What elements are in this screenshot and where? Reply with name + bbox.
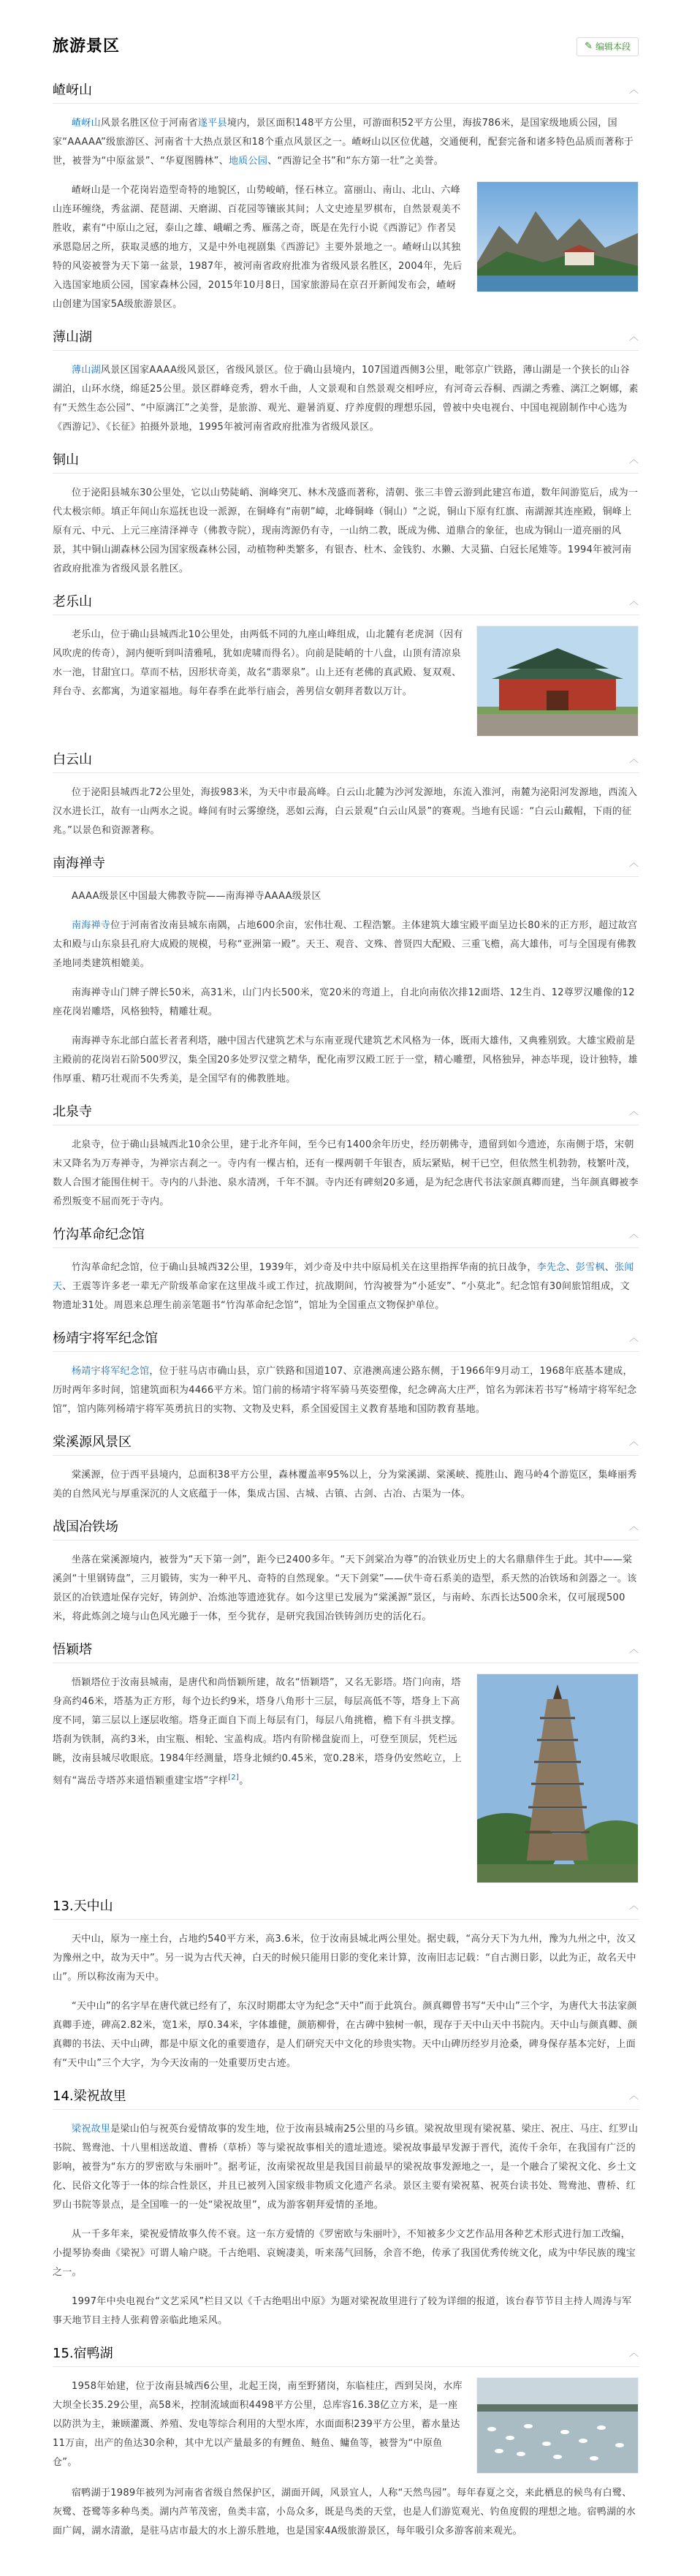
section-title: 老乐山 xyxy=(53,593,92,609)
section-header xyxy=(53,1514,639,1540)
section-wuyingta xyxy=(53,1637,639,1883)
section-title: 战国冶铁场 xyxy=(53,1519,118,1535)
paragraph xyxy=(53,1673,463,1790)
section-suyahu xyxy=(53,2341,639,2541)
text: 。 xyxy=(239,1775,249,1787)
paragraph: 北泉寺，位于确山县城西北10余公里，建于北齐年间，至今已有1400余年历史，经历朝佛寺，遗留到如今遗迹，东南侧于塔，宋朝末又降名为万寿禅寺，为禅宗古刹之一。寺内有一棵古柏，还有一棵两朝千年银杏，质坛紧贴，树干已空，但依然生机勃勃，枝繁叶茂，数人合围才能围住树干。寺内的八卦池、泉水清冽，千年不涸。寺内还有碑刻20多通，是为纪念唐代书法家颜真卿而建，当年颜真卿被李希烈叛变不屈而死于寺内。 xyxy=(53,1139,639,1207)
chevron-up-icon[interactable]: ︿ xyxy=(628,2090,639,2102)
section-header xyxy=(53,1637,639,1663)
chevron-up-icon[interactable]: ︿ xyxy=(628,1106,639,1117)
paragraph: 老乐山，位于确山县城西北10公里处，由两低不同的九座山峰组成，山北麓有老虎洞（因有风吹虎的传奇），洞内便听到叫清雅吼，犹如虎啸而得名）。向前是陡峭的十八盘，山顶有清凉泉水一池，甘甜宜口。草而不枯，因形状奇美，故名“翡翠泉”。山上还有老佛的真武殿、复双观、拜台寺、玄都寓，为道家福地。每年春季在此举行庙会，善男信女朝拜者数以万计。 xyxy=(53,629,463,697)
section-title: 棠溪源风景区 xyxy=(53,1434,132,1450)
text-with-image xyxy=(53,1673,639,1883)
text: ，位于驻马店市确山县，京广铁路和国道107、京港澳高速公路东侧，于1966年9月动工，1968年底基本建成，历时两年多时间，馆建筑面积为4466平方米。馆门前的杨靖宇将军骑马英姿塑像，纪念碑高大庄严，馆名为郭沫若书写“杨靖宇将军纪念馆”，馆内陈列杨靖宇将军英勇抗日的实物、文物及史料，系全国爱国主义教育基地和国防教育基地。 xyxy=(53,1366,637,1415)
section-header xyxy=(53,77,639,104)
text-with-image xyxy=(53,181,639,314)
chevron-up-icon[interactable]: ︿ xyxy=(628,1644,639,1655)
section-title: 15.宿鸭湖 xyxy=(53,2345,113,2361)
chevron-up-icon[interactable]: ︿ xyxy=(628,753,639,765)
chevron-up-icon[interactable]: ︿ xyxy=(628,1436,639,1448)
section-beiquansi xyxy=(53,1099,639,1212)
paragraph: AAAA级景区中国最大佛教寺院——南海禅寺AAAA级景区 xyxy=(72,891,322,902)
section-header xyxy=(53,589,639,615)
entry-link[interactable]: 嵖岈山 xyxy=(72,118,101,129)
chevron-up-icon[interactable]: ︿ xyxy=(628,1228,639,1240)
section-title: 悟颖塔 xyxy=(53,1641,92,1657)
paragraph: 位于泌阳县城东30公里处，它以山势陡峭、涧峰突兀、林木茂盛而著称，清朝、张三丰曾云游到此建宫布道，数年间游览后，成为一代太极宗师。填正年间山东巡抚也设一派源，在铜峰有“南朝”嶂，北峰铜峰（铜山）“之说，铜山下原有红旗、南湖源其连座殿，铜峰上原有元、中元、上元三座清泽禅寺（佛教寺院），现南湾源仍有寺，一山纳二教，既成为佛、道鼎合的象征，也成为铜山一道亮丽的风景，其中铜山湖森林公园为国家级森林公园，动植物种类繁多，有银杏、杜木、金钱豹、水獭、大灵猫、白冠长尾雉等。1994年被河南省政府批准为省级风景名胜区。 xyxy=(53,487,639,574)
paragraph: 1958年始建，位于汝南县城西6公里，北起王岗，南至野猪岗，东临桂庄，西到吴岗，水库大坝全长35.29公里，高58米，控制流域面积4498平方公里，总库容16.38亿立方米，是一座以防洪为主，兼顾灌溉、养殖、发电等综合利用的大型水库，水面面积239平方公里，蓄水量达11万亩，出产的鱼达30余种，其中尤以产量最多的有鲤鱼、鲢鱼、鳙鱼等，被誉为“中原鱼仓”。 xyxy=(53,2381,463,2468)
paragraph: 坐落在棠溪源境内，被誉为“天下第一剑”，距今已2400多年。“天下剑棠冶为尊”的冶铁业历史上的大名鼎鼎伴生于此。其中——棠溪剑“十里钢铸盘”，三月锻铸，实为一种平凡、奇特的自然现象。“天下剑棠”——伏牛奇石系美的造型，系天然的冶铁场和剑器之一。该景区的冶铁遗址保存完好，铸剑炉、冶炼池等遗迹犹存。如今这里已发展为“棠溪源”景区，与南岭、东西长达500余米，仅可展现500米，将此炼剑之境与山色风光融于一体，至今犹存，是研究我国冶铁铸剑历史的活化石。 xyxy=(53,1554,637,1622)
paragraph xyxy=(53,1362,639,1419)
entry-link[interactable]: 南海禅寺 xyxy=(72,920,111,931)
chevron-up-icon[interactable]: ︿ xyxy=(628,84,639,96)
page-title: 旅游景区 xyxy=(53,37,121,56)
section-header xyxy=(53,1222,639,1248)
entry-link[interactable]: 遂平县 xyxy=(197,118,227,129)
text: 、王震等许多老一辈无产阶级革命家在这里战斗或工作过，抗战期间，竹沟被誉为“小延安”、“小莫北”。纪念馆有30间旅馆组成，文物遗址31处。周恩来总理生前亲笔题书“竹沟革命纪念馆”，馆址为全国重点文物保护单位。 xyxy=(53,1281,631,1311)
paragraph: 位于泌阳县城西北72公里处，海拔983米，为天中市最高峰。白云山北麓为沙河发源地，东流入淮河，南麓为泌阳河发源地，西流入汉水进长江，故有一山两水之说。峰间有时云雾缭绕，恶如云海，白云景观“白云山风景”的赛观。当地有民谣：“白云山戴帽，下雨的征兆。”以景色和资源著称。 xyxy=(53,787,638,836)
entry-link[interactable]: 梁祝故里 xyxy=(72,2124,111,2135)
section-zhugou-memorial xyxy=(53,1222,639,1315)
suyahu-photo[interactable] xyxy=(476,2377,639,2474)
section-chayashan xyxy=(53,77,639,314)
section-title: 杨靖宇将军纪念馆 xyxy=(53,1330,158,1346)
section-title: 13.天中山 xyxy=(53,1898,113,1914)
section-title: 南海禅寺 xyxy=(53,855,105,871)
pencil-icon: ✎ xyxy=(585,41,593,52)
section-title: 竹沟革命纪念馆 xyxy=(53,1226,145,1242)
paragraph: “天中山”的名字早在唐代就已经有了，东汉时期郡太守为纪念“天中”而于此筑台。颜真卿曾书写“天中山”三个字，为唐代大书法家颜真卿手迹，碑高2.82米，宽1米，厚0.34米，字体雄健，颜筋柳骨，在古碑中独树一帜，现存于天中山天中书院内。天中山与颜真卿、颜真卿的书法、天中山碑，都是中原文化的重要遗存，是人们研究天中文化的珍贵实物。天中山碑历经岁月沧桑，碑身保存基本完好，上面有“天中山”三个大字，为今天汝南的一处重要历史古迹。 xyxy=(53,2001,638,2069)
paragraph xyxy=(53,361,639,437)
paragraph xyxy=(53,916,639,973)
section-tangxiyuan xyxy=(53,1429,639,1504)
section-title: 薄山湖 xyxy=(53,329,92,345)
paragraph: 从一千多年来，梁祝爱情故事久传不衰。这一东方爱情的《罗密欧与朱丽叶》，不知被多少文艺作品用各种艺术形式进行加工改编，小提琴协奏曲《梁祝》可谓人喻户晓。千古绝唱、哀婉凄美，听来荡气回肠，余音不绝，传承了我国优秀传统文化，成为中华民族的瑰宝之一。 xyxy=(53,2229,636,2278)
paragraph xyxy=(53,2120,639,2215)
paragraph: 嵖岈山是一个花岗岩造型奇特的地貌区，山势峻峭，怪石林立。富丽山、南山、北山、六峰山连环缠绕，秀盆湖、琵琶湖、天磨湖、百花园等镶嵌其间；人文史迹星罗棋布，自然景观美不胜收，素有“中原山之冠，泰山之雄、峨嵋之秀、雁荡之奇，既是在先行小说《西游记》作者吴承恩隐居之所，获取灵感的地方，又是中外电视剧集《西游记》主要外景地之一。嵖岈山以其独特的风姿被誉为天下第一盆景，1987年，被河南省政府批准为省级风景名胜区，2004年，先后入选国家地质公园，国家森林公园，2015年10月8日，国家旅游局在京召开新闻发布会，嵖岈山创建为国家5A级旅游景区。 xyxy=(53,185,463,310)
section-yangjingyu-memorial xyxy=(53,1326,639,1419)
entry-link[interactable]: 张闻天 xyxy=(53,1262,634,1292)
section-header xyxy=(53,747,639,773)
paragraph xyxy=(53,114,639,171)
paragraph: 南海禅寺山门牌子牌长50米，高31米，山门内长500米，宽20米的弯道上，自北向南依次排12面塔、12生肖、12尊罗汉雕像的12座花岗岩雕塔，风格独特，精雕壮观。 xyxy=(53,987,635,1017)
chevron-up-icon[interactable]: ︿ xyxy=(628,1332,639,1344)
chevron-up-icon[interactable]: ︿ xyxy=(628,2347,639,2359)
section-header xyxy=(53,851,639,877)
section-baiyunshan xyxy=(53,747,639,840)
text-with-image xyxy=(53,2377,639,2474)
section-laoleshan xyxy=(53,589,639,737)
section-header xyxy=(53,1099,639,1125)
entry-link[interactable]: 薄山湖 xyxy=(72,365,101,376)
edit-button-label: 编辑本段 xyxy=(595,42,631,52)
text: 风景名胜区位于河南省 xyxy=(100,118,198,129)
text: 、“西游记全书”和“东方第一壮”之美誉。 xyxy=(267,156,444,167)
section-title: 北泉寺 xyxy=(53,1103,92,1120)
chevron-up-icon[interactable]: ︿ xyxy=(628,1521,639,1532)
wuyingta-photo[interactable] xyxy=(476,1673,639,1883)
paragraph xyxy=(53,1258,639,1315)
section-header xyxy=(53,2341,639,2367)
text: 、 xyxy=(566,1262,576,1273)
chevron-up-icon[interactable]: ︿ xyxy=(628,857,639,869)
section-header xyxy=(53,324,639,351)
text: 竹沟革命纪念馆，位于确山县城西32公里，1939年，刘少奇及中共中原局机关在这里指挥华南的抗日战争， xyxy=(72,1262,537,1273)
reference-link[interactable]: [2] xyxy=(228,1774,240,1782)
section-header xyxy=(53,1326,639,1352)
entry-link[interactable]: 彭雪枫 xyxy=(575,1262,605,1273)
section-nanhaichansi xyxy=(53,851,639,1089)
section-tianzhongshan xyxy=(53,1893,639,2073)
section-header xyxy=(53,1429,639,1456)
text: 悟颖塔位于汝南县城南，是唐代和尚悟颖所建，故名“悟颖塔”，又名无影塔。塔门向南，塔身高约46米，塔基为正方形，每个边长约9米，塔身八角形十三层，每层高低不等，塔身上下高度不同，第三层以上逐层收缩。塔身正面自下而上每层有门，每层八角挑檐，檐下有斗拱支撑。塔刹为铁制，高约3米，由宝瓶、相轮、宝盖构成。塔内有阶梯盘旋而上，可登至顶层，凭栏远眺，汝南县城尽收眼底。1984年经测量，塔身北倾约0.45米，宽0.28米，塔身仍安然屹立，上刻有“嵩岳寺塔苏来道悟颖重建宝塔”字样 xyxy=(53,1677,463,1787)
section-header xyxy=(53,1893,639,1920)
text: 位于河南省汝南县城东南隅，占地600余亩，宏伟壮观、工程浩繁。主体建筑大雄宝殿平面呈边长80米的正方形，超过故宫太和殿与山东泉县孔府大成殿的规模，号称“亚洲第一殿”。天王、观音、文殊、普贤四大配殿、三重飞檐，高大雄伟，可与全国现有佛教圣地同类建筑相媲美。 xyxy=(53,920,638,969)
entry-link[interactable]: 李先念 xyxy=(536,1262,566,1273)
entry-link[interactable]: 杨靖宇将军纪念馆 xyxy=(72,1366,150,1377)
section-boshanhu xyxy=(53,324,639,437)
section-header xyxy=(53,2083,639,2110)
paragraph: 宿鸭湖于1989年被列为河南省省级自然保护区，湖面开阔，风景宜人，人称“天然鸟园”。每年春夏之交，来此栖息的候鸟有白鹭、灰鹭、苍鹭等多种鸟类。湖内芦苇茂密，鱼类丰富，小岛众多，既是鸟类的天堂，也是人们游览观光、钓鱼度假的理想之地。宿鸭湖的水面广阔，湖水清澈，是驻马店市最大的水上游乐胜地，也是国家4A级旅游景区，每年吸引众多游客前来观光。 xyxy=(53,2488,636,2537)
text: 境内，景区面积148平方公里，可游面积52平方公里，海拔786米，是国家级地质公园，国家“AAAAA”级旅游区、河南省十大热点景区和18个重点风景区之一。嵖岈山以区位优越，交通便利，配套完备和诸多特色品质而著称于世，被誉为“中原盆景”、“华夏图腾林”、 xyxy=(53,118,634,167)
section-title: 铜山 xyxy=(53,452,79,468)
section-liangzhu-hometown xyxy=(53,2083,639,2330)
entry-link[interactable]: 地质公园 xyxy=(228,156,268,167)
edit-section-button[interactable] xyxy=(577,37,639,56)
chevron-up-icon[interactable]: ︿ xyxy=(628,331,639,343)
section-tongshan xyxy=(53,447,639,579)
paragraph: 棠溪源，位于西平县境内，总面积38平方公里，森林覆盖率95%以上，分为棠溪湖、棠溪峡、揽胜山、跑马岭4个游览区，集峰丽秀美的自然风光与厚重深沉的人文底蕴于一体，集成古国、古城、古镇、古剑、古冶、古渠为一体。 xyxy=(53,1470,637,1500)
paragraph: 1997年中央电视台“文艺采风”栏目又以《千古绝唱出中原》为题对梁祝故里进行了较为详细的报道，该台春节节目主持人周涛与军事天地节目主持人张莉曾亲临此地采风。 xyxy=(53,2296,632,2326)
paragraph: 南海禅寺东北部白蓝长者者利塔，融中国古代建筑艺术与东南亚现代建筑艺术风格为一体，既雨大雄伟，又典雅别致。大雄宝殿前是主殿前的花岗岩石阶500罗汉，集全国20多处罗汉堂之精华，配化南罗汉殿工匠于一堂，精心雕塑，风格独异，神态毕现，设计独特，雄伟厚重、精巧壮观而不失秀美，是全国罕有的佛教胜地。 xyxy=(53,1036,638,1084)
section-zhanguo-ironworks xyxy=(53,1514,639,1627)
laoleshan-photo[interactable] xyxy=(476,626,639,737)
chayashan-photo[interactable] xyxy=(476,181,639,292)
text: 风景区国家AAAA级风景区，省级风景区。位于确山县境内，107国道西侧3公里，毗邻京广铁路，薄山湖是一个狭长的山谷湖泊，山环水绕，绵延25公里。景区群峰竞秀，碧水千曲，人文景观和自然景观交相呼应，有河奇云吞桐、西湖之秀雅、漓江之婀娜，素有“天然生态公园”、“中原漓江”之美誉，是旅游、观光、避暑消夏、疗养度假的理想乐园，曾被中央电视台、中国电视剧制作中心选为《西游记》、《长征》拍摄外景地，1995年被河南省政府批准为省级风景区。 xyxy=(53,365,639,433)
text: 、 xyxy=(604,1262,615,1273)
section-header xyxy=(53,447,639,474)
text-with-image xyxy=(53,626,639,737)
chevron-up-icon[interactable]: ︿ xyxy=(628,1900,639,1912)
section-title: 嵖岈山 xyxy=(53,82,92,98)
section-title: 14.梁祝故里 xyxy=(53,2088,126,2104)
paragraph: 天中山，原为一座土台，占地约540平方米，高3.6米，位于汝南县城北两公里处。据史载，“高分天下为九州，豫为九州之中，汝又为豫州之中，故为天中”。另一说为古代天神，白天的时候只能用日影的变化来计算，汝南旧志记载：“自古测日影，以此为正，故名天中山”。所以称汝南为天中。 xyxy=(53,1934,636,1983)
chevron-up-icon[interactable]: ︿ xyxy=(628,454,639,466)
page-header xyxy=(53,26,639,67)
section-title: 白云山 xyxy=(53,751,92,767)
chevron-up-icon[interactable]: ︿ xyxy=(628,596,639,607)
text: 是梁山伯与祝英台爱情故事的发生地，位于汝南县城南25公里的马乡镇。梁祝故里现有梁祝墓、梁庄、祝庄、马庄、红罗山书院、鸳鸯池、十八里相送故道、曹桥（草桥）等与梁祝故事相关的遗址遗迹。梁祝故事最早发源于晋代，流传千余年，在我国有广泛的影响，被誉为“东方的罗密欧与朱丽叶”。据考证，汝南梁祝故里是我国目前最早的梁祝故事发源地之一，是一个融合了梁祝文化、乡土文化、民俗文化等于一体的综合性景区，并且已被列入国家级非物质文化遗产名录。景区主要有梁祝墓、祝英台读书处、鸳鸯池、曹桥、红罗山书院等景点，是全国唯一的一处“梁祝故里”，成为游客朝拜爱情的圣地。 xyxy=(53,2124,639,2211)
